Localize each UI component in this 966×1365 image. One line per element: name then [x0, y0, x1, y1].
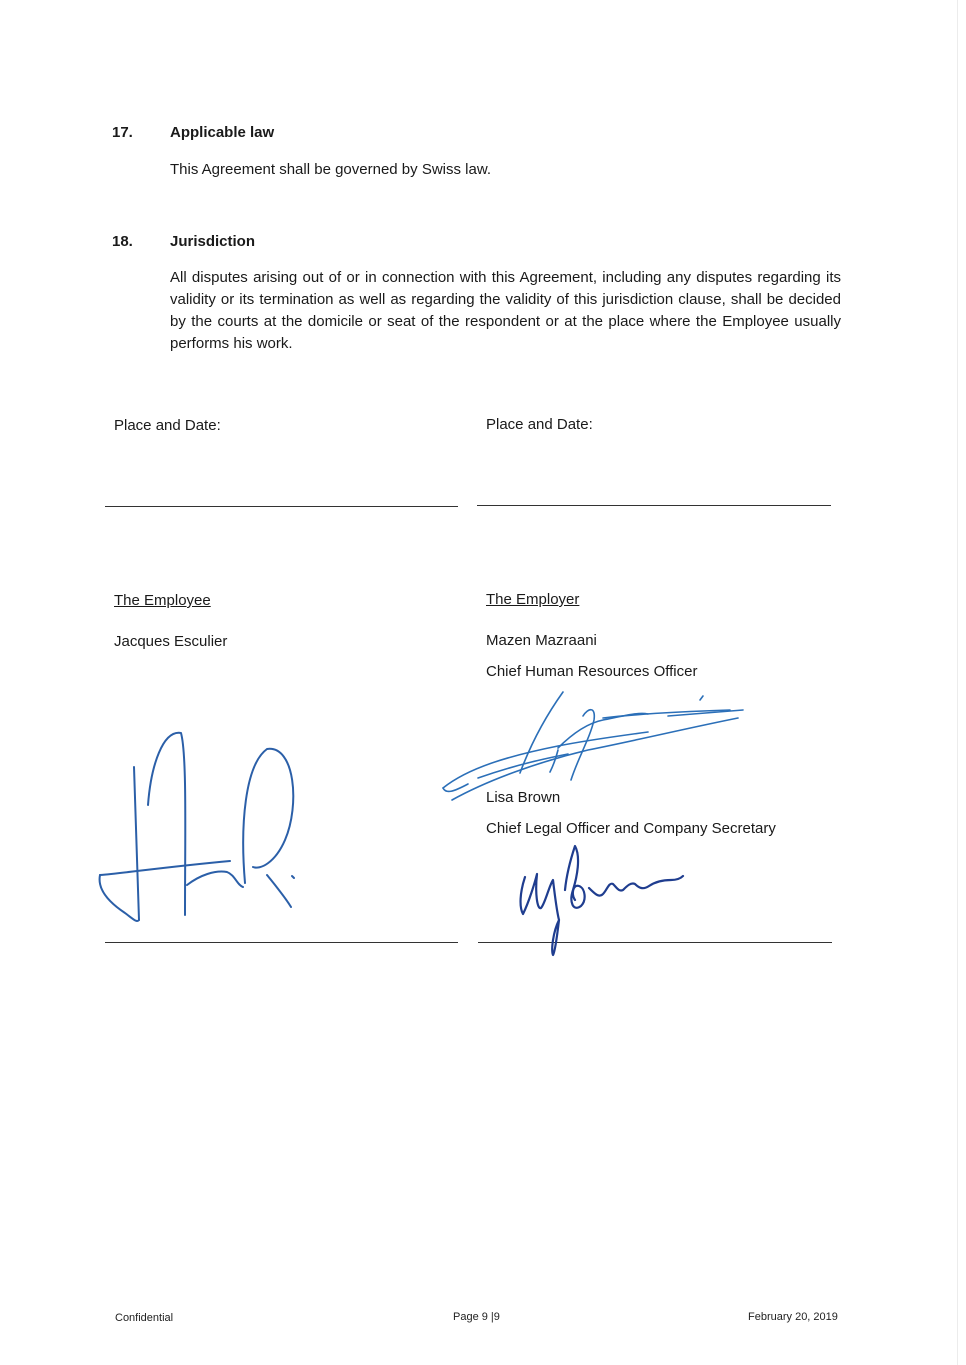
employee-label: The Employee: [114, 592, 211, 609]
footer-page-number: Page 9 |9: [453, 1311, 500, 1323]
section-18-title: Jurisdiction: [170, 233, 256, 250]
section-17-title: Applicable law: [170, 124, 275, 141]
employee-name: Jacques Esculier: [114, 633, 228, 650]
signatory-1-signature: [438, 688, 748, 808]
employer-label: The Employer: [486, 591, 580, 608]
right-place-date-label: Place and Date:: [486, 416, 593, 433]
section-18-number: 18.: [112, 233, 133, 250]
signatory-1-name: Mazen Mazraani: [486, 632, 597, 649]
signatory-2-signature: [515, 842, 690, 962]
section-17-number: 17.: [112, 124, 133, 141]
employee-signature-line: [105, 942, 458, 943]
right-place-date-line: [477, 505, 831, 506]
section-17-text: This Agreement shall be governed by Swiss law.: [170, 161, 491, 178]
left-place-date-label: Place and Date:: [114, 417, 221, 434]
section-18-text: All disputes arising out of or in connection with this Agreement, including any disputes regarding its validity or its termination as well as regarding the validity of this jurisdiction clause, shall be decided by the courts at the domicile or seat of the respondent or at the place where the Employee usually performs his work.: [170, 269, 841, 352]
signatory-2-name: Lisa Brown: [486, 789, 561, 806]
employee-signature: [95, 725, 305, 930]
footer-date: February 20, 2019: [748, 1311, 838, 1323]
left-place-date-line: [105, 506, 458, 507]
footer-confidential: Confidential: [115, 1312, 174, 1324]
page-edge: [957, 0, 958, 1365]
signatory-1-title: Chief Human Resources Officer: [486, 663, 698, 680]
signatory-2-title: Chief Legal Officer and Company Secretary: [486, 820, 776, 837]
